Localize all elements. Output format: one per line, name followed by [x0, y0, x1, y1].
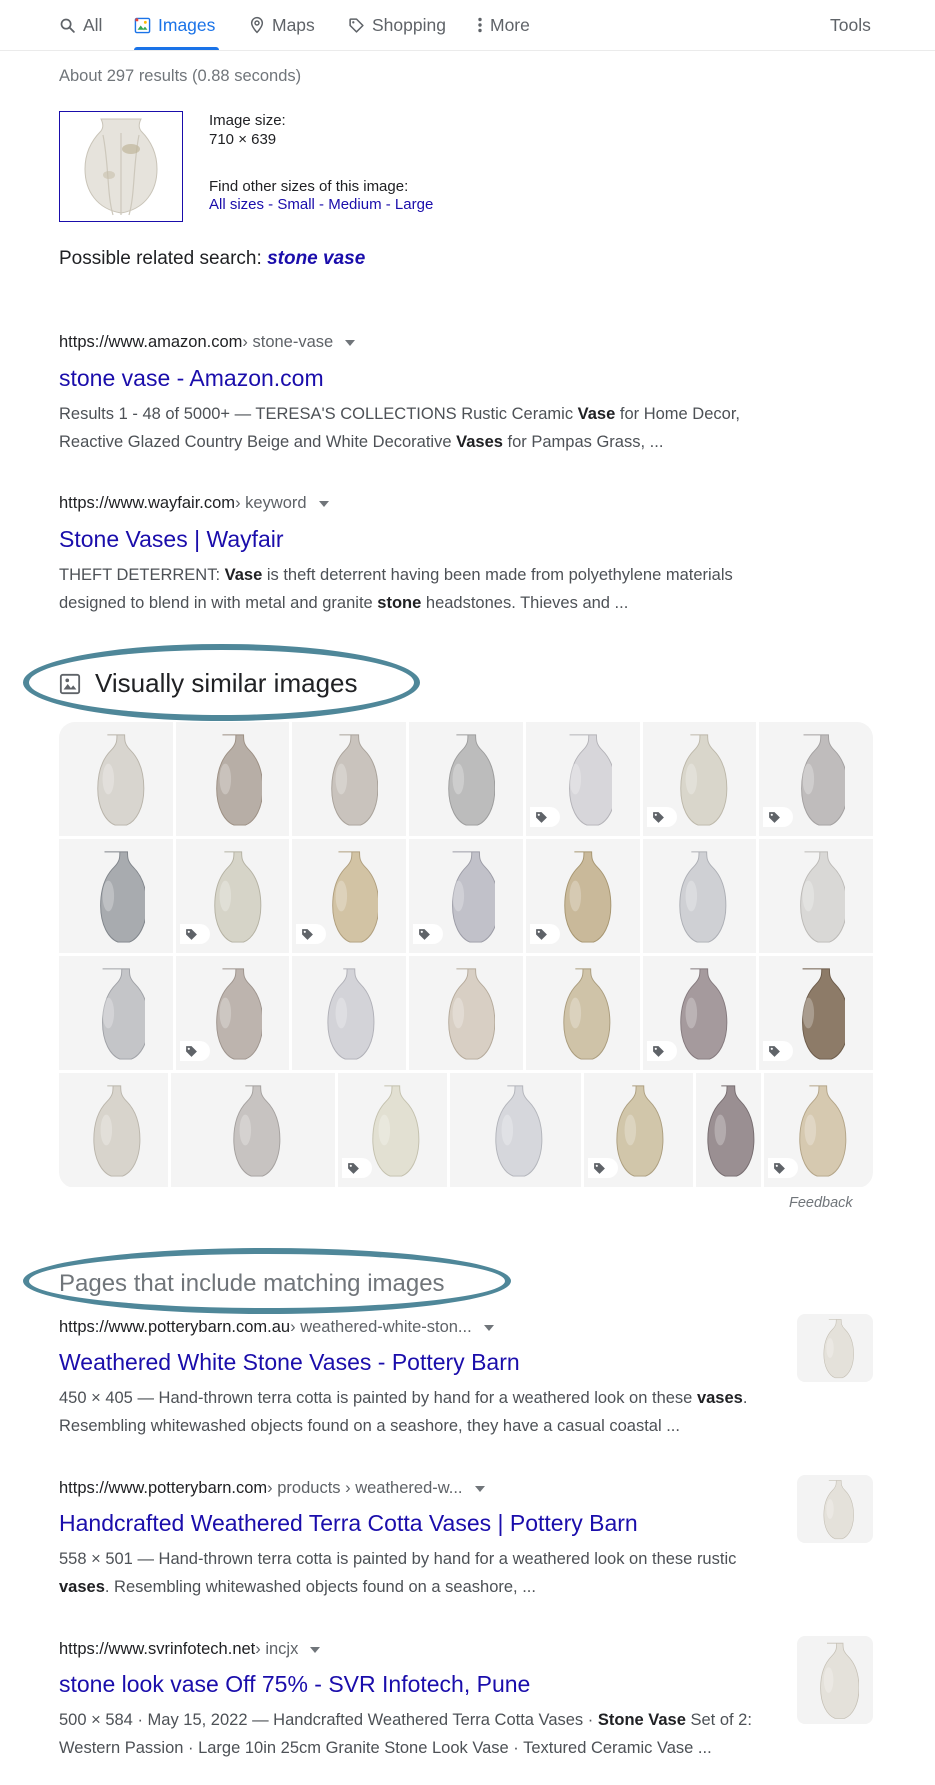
vase-image — [699, 1082, 757, 1178]
similar-image[interactable] — [176, 839, 290, 953]
tools-button[interactable]: Tools — [830, 14, 871, 35]
size-separator: - — [314, 196, 329, 213]
result-title-link[interactable]: Stone Vases | Wayfair — [59, 526, 284, 552]
product-tag-badge — [768, 1158, 798, 1178]
result-domain: https://www.amazon.com — [59, 333, 243, 351]
vase-image — [554, 848, 612, 944]
vase-image — [437, 731, 495, 827]
page-menu-caret-icon[interactable] — [310, 1647, 320, 1653]
page-menu-caret-icon[interactable] — [484, 1325, 494, 1331]
page-thumbnail[interactable] — [797, 1636, 873, 1724]
price-tag-icon — [185, 1045, 198, 1058]
result-menu-caret-icon[interactable] — [319, 501, 329, 507]
snippet-bold: Vases — [456, 433, 503, 451]
price-tag-icon — [535, 928, 548, 941]
query-image-thumbnail[interactable] — [59, 111, 183, 222]
page-thumbnail[interactable] — [797, 1475, 873, 1543]
image-icon — [59, 673, 81, 695]
similar-image[interactable] — [338, 1073, 447, 1187]
images-icon — [134, 17, 151, 34]
tab-shopping-label: Shopping — [372, 14, 446, 35]
page-citation — [59, 1479, 485, 1498]
map-pin-icon — [249, 16, 265, 34]
product-tag-badge — [647, 1041, 677, 1061]
page-snippet — [59, 1545, 799, 1601]
product-tag-badge — [413, 924, 443, 944]
similar-image[interactable] — [59, 722, 173, 836]
tab-maps-label: Maps — [272, 14, 315, 35]
tab-more[interactable] — [477, 12, 530, 38]
vase-image — [87, 848, 145, 944]
product-tag-badge — [588, 1158, 618, 1178]
page-citation — [59, 1640, 320, 1659]
similar-image[interactable] — [409, 722, 523, 836]
result-path: › stone-vase — [242, 333, 334, 351]
image-row — [59, 956, 873, 1070]
similar-image[interactable] — [764, 1073, 873, 1187]
vase-image — [554, 731, 612, 827]
result-snippet — [59, 561, 799, 617]
price-tag-icon — [347, 1162, 360, 1175]
similar-image[interactable] — [759, 722, 873, 836]
size-link-small[interactable]: Small — [277, 196, 315, 213]
similar-image[interactable] — [171, 1073, 335, 1187]
product-tag-badge — [530, 807, 560, 827]
price-tag-icon — [773, 1162, 786, 1175]
similar-image[interactable] — [409, 839, 523, 953]
vase-image — [437, 848, 495, 944]
snippet-text: . — [742, 1389, 748, 1407]
similar-image[interactable] — [59, 1073, 168, 1187]
vase-image — [554, 965, 612, 1061]
vase-image — [204, 848, 262, 944]
page-title-link[interactable]: Weathered White Stone Vases - Pottery Barn — [59, 1349, 520, 1375]
image-size-label: Image size: — [209, 112, 286, 129]
similar-image[interactable] — [292, 722, 406, 836]
price-tag-icon — [535, 811, 548, 824]
similar-image[interactable] — [696, 1073, 761, 1187]
snippet-bold: vases — [59, 1578, 105, 1596]
tab-maps[interactable] — [249, 12, 315, 38]
image-size-value: 710 × 639 — [209, 131, 277, 148]
result-title-link[interactable]: stone vase - Amazon.com — [59, 365, 324, 391]
product-tag-badge — [763, 807, 793, 827]
visually-similar-header — [59, 668, 358, 699]
similar-image[interactable] — [176, 956, 290, 1070]
vase-image — [320, 731, 378, 827]
product-tag-badge — [530, 924, 560, 944]
size-separator: - — [264, 196, 278, 213]
snippet-bold: Vase — [577, 405, 616, 423]
tab-all-label: All — [83, 14, 103, 35]
similar-image[interactable] — [526, 722, 640, 836]
vase-image — [87, 731, 145, 827]
result-path: › keyword — [235, 494, 307, 512]
similar-image[interactable] — [643, 839, 757, 953]
vase-image — [670, 731, 728, 827]
active-tab-indicator — [134, 47, 219, 50]
snippet-text: headstones. Thieves and ... — [421, 594, 629, 612]
matching-pages-header: Pages that include matching images — [59, 1270, 445, 1297]
image-row — [59, 722, 873, 836]
page-domain: https://www.potterybarn.com.au — [59, 1318, 291, 1336]
snippet-text: 558 × 501 — Hand-thrown terra cotta is painted by hand for a weathered look on these rustic — [59, 1550, 737, 1568]
tab-images-label: Images — [158, 14, 216, 35]
similar-image[interactable] — [526, 839, 640, 953]
feedback-link[interactable]: Feedback — [789, 1195, 853, 1211]
find-sizes-label: Find other sizes of this image: — [209, 178, 409, 195]
result-stats: About 297 results (0.88 seconds) — [59, 67, 302, 85]
size-link-all[interactable]: All sizes — [209, 196, 265, 213]
vase-image — [789, 1082, 847, 1178]
similar-image[interactable] — [584, 1073, 693, 1187]
snippet-text: Resembling whitewashed objects found on a seashore, they have a casual coastal ... — [59, 1417, 680, 1435]
page-snippet — [59, 1384, 799, 1440]
size-link-medium[interactable]: Medium — [328, 196, 382, 213]
snippet-text: . Resembling whitewashed objects found on a seashore, ... — [104, 1578, 536, 1596]
vase-image — [87, 965, 145, 1061]
snippet-text: Reactive Glazed Country Beige and White Decorative — [59, 433, 457, 451]
vase-image — [609, 1082, 667, 1178]
snippet-text: designed to blend in with metal and granite — [59, 594, 378, 612]
page-title-link[interactable]: Handcrafted Weathered Terra Cotta Vases | Pottery Barn — [59, 1510, 638, 1536]
page-citation — [59, 1318, 494, 1337]
image-row — [59, 1073, 873, 1187]
result-citation — [59, 494, 329, 513]
vase-image — [670, 848, 728, 944]
similar-image[interactable] — [292, 956, 406, 1070]
vase-image — [670, 965, 728, 1061]
vase-image — [320, 848, 378, 944]
page-path: › incjx — [255, 1640, 299, 1658]
similar-image[interactable] — [292, 839, 406, 953]
size-link-large[interactable]: Large — [394, 196, 434, 213]
similar-images-grid — [59, 722, 873, 1188]
query-vase-image — [73, 115, 169, 219]
snippet-bold: vases — [696, 1389, 743, 1407]
result-menu-caret-icon[interactable] — [345, 340, 355, 346]
similar-image[interactable] — [409, 956, 523, 1070]
vase-image — [787, 965, 845, 1061]
vase-image — [204, 731, 262, 827]
product-tag-badge — [647, 807, 677, 827]
similar-image[interactable] — [759, 956, 873, 1070]
size-links — [209, 196, 433, 213]
snippet-bold: Stone Vase — [597, 1711, 686, 1729]
vase-image — [224, 1082, 282, 1178]
page-menu-caret-icon[interactable] — [475, 1486, 485, 1492]
similar-image[interactable] — [59, 839, 173, 953]
tab-images[interactable] — [134, 12, 215, 38]
similar-image[interactable] — [759, 839, 873, 953]
page-domain: https://www.potterybarn.com — [59, 1479, 268, 1497]
snippet-text: 450 × 405 — Hand-thrown terra cotta is painted by hand for a weathered look on these — [59, 1389, 697, 1407]
vase-image — [787, 731, 845, 827]
vase-image — [486, 1082, 544, 1178]
page-domain: https://www.svrinfotech.net — [59, 1640, 256, 1658]
similar-image[interactable] — [59, 956, 173, 1070]
search-tabs — [0, 0, 935, 51]
result-citation — [59, 333, 355, 352]
snippet-text: for Pampas Grass, ... — [502, 433, 664, 451]
vase-image — [204, 965, 262, 1061]
vase-image — [320, 965, 378, 1061]
page-path: › products › weathered-w... — [267, 1479, 463, 1497]
result-snippet — [59, 400, 799, 456]
search-icon — [59, 17, 76, 34]
snippet-text: Results 1 - 48 of 5000+ — TERESA'S COLLECTIONS Rustic Ceramic — [59, 405, 578, 423]
page-title-link[interactable]: stone look vase Off 75% - SVR Infotech, Pune — [59, 1671, 531, 1697]
similar-image[interactable] — [526, 956, 640, 1070]
snippet-text: is theft deterrent having been made from polyethylene materials — [262, 566, 733, 584]
price-tag-icon — [652, 811, 665, 824]
size-separator: - — [381, 196, 395, 213]
price-tag-icon — [185, 928, 198, 941]
related-search-link[interactable]: stone vase — [267, 248, 366, 269]
snippet-text: for Home Decor, — [615, 405, 740, 423]
vase-image — [437, 965, 495, 1061]
tag-icon — [348, 17, 365, 34]
similar-image[interactable] — [643, 956, 757, 1070]
price-tag-icon — [768, 811, 781, 824]
price-tag-icon — [301, 928, 314, 941]
related-search-label: Possible related search: — [59, 248, 262, 269]
product-tag-badge — [180, 924, 210, 944]
tab-all[interactable] — [59, 12, 102, 38]
vase-image — [811, 1478, 859, 1540]
snippet-text: 500 × 584 · May 15, 2022 — Handcrafted Weathered Terra Cotta Vases · — [59, 1711, 598, 1729]
vase-image — [85, 1082, 143, 1178]
similar-image[interactable] — [643, 722, 757, 836]
snippet-text: Set of 2: — [685, 1711, 752, 1729]
page-path: › weathered-white-ston... — [290, 1318, 472, 1336]
image-size-info — [209, 111, 286, 149]
price-tag-icon — [418, 928, 431, 941]
related-search — [59, 248, 365, 270]
snippet-bold: stone — [377, 594, 422, 612]
price-tag-icon — [768, 1045, 781, 1058]
vase-image — [787, 848, 845, 944]
visually-similar-title: Visually similar images — [95, 668, 358, 698]
snippet-text: THEFT DETERRENT: — [59, 566, 225, 584]
image-row — [59, 839, 873, 953]
more-vert-icon — [477, 17, 483, 33]
similar-image[interactable] — [176, 722, 290, 836]
product-tag-badge — [342, 1158, 372, 1178]
product-tag-badge — [296, 924, 326, 944]
vase-image — [363, 1082, 421, 1178]
price-tag-icon — [652, 1045, 665, 1058]
similar-image[interactable] — [450, 1073, 581, 1187]
price-tag-icon — [593, 1162, 606, 1175]
page-thumbnail[interactable] — [797, 1314, 873, 1382]
tab-shopping[interactable] — [348, 12, 446, 38]
snippet-text: Western Passion · Large 10in 25cm Granite Stone Look Vase · Textured Ceramic Vase ... — [59, 1739, 712, 1757]
result-domain: https://www.wayfair.com — [59, 494, 236, 512]
page-snippet — [59, 1706, 799, 1762]
vase-image — [811, 1317, 859, 1379]
vase-image — [811, 1639, 859, 1721]
product-tag-badge — [180, 1041, 210, 1061]
tab-more-label: More — [490, 14, 530, 35]
product-tag-badge — [763, 1041, 793, 1061]
snippet-bold: Vase — [224, 566, 263, 584]
